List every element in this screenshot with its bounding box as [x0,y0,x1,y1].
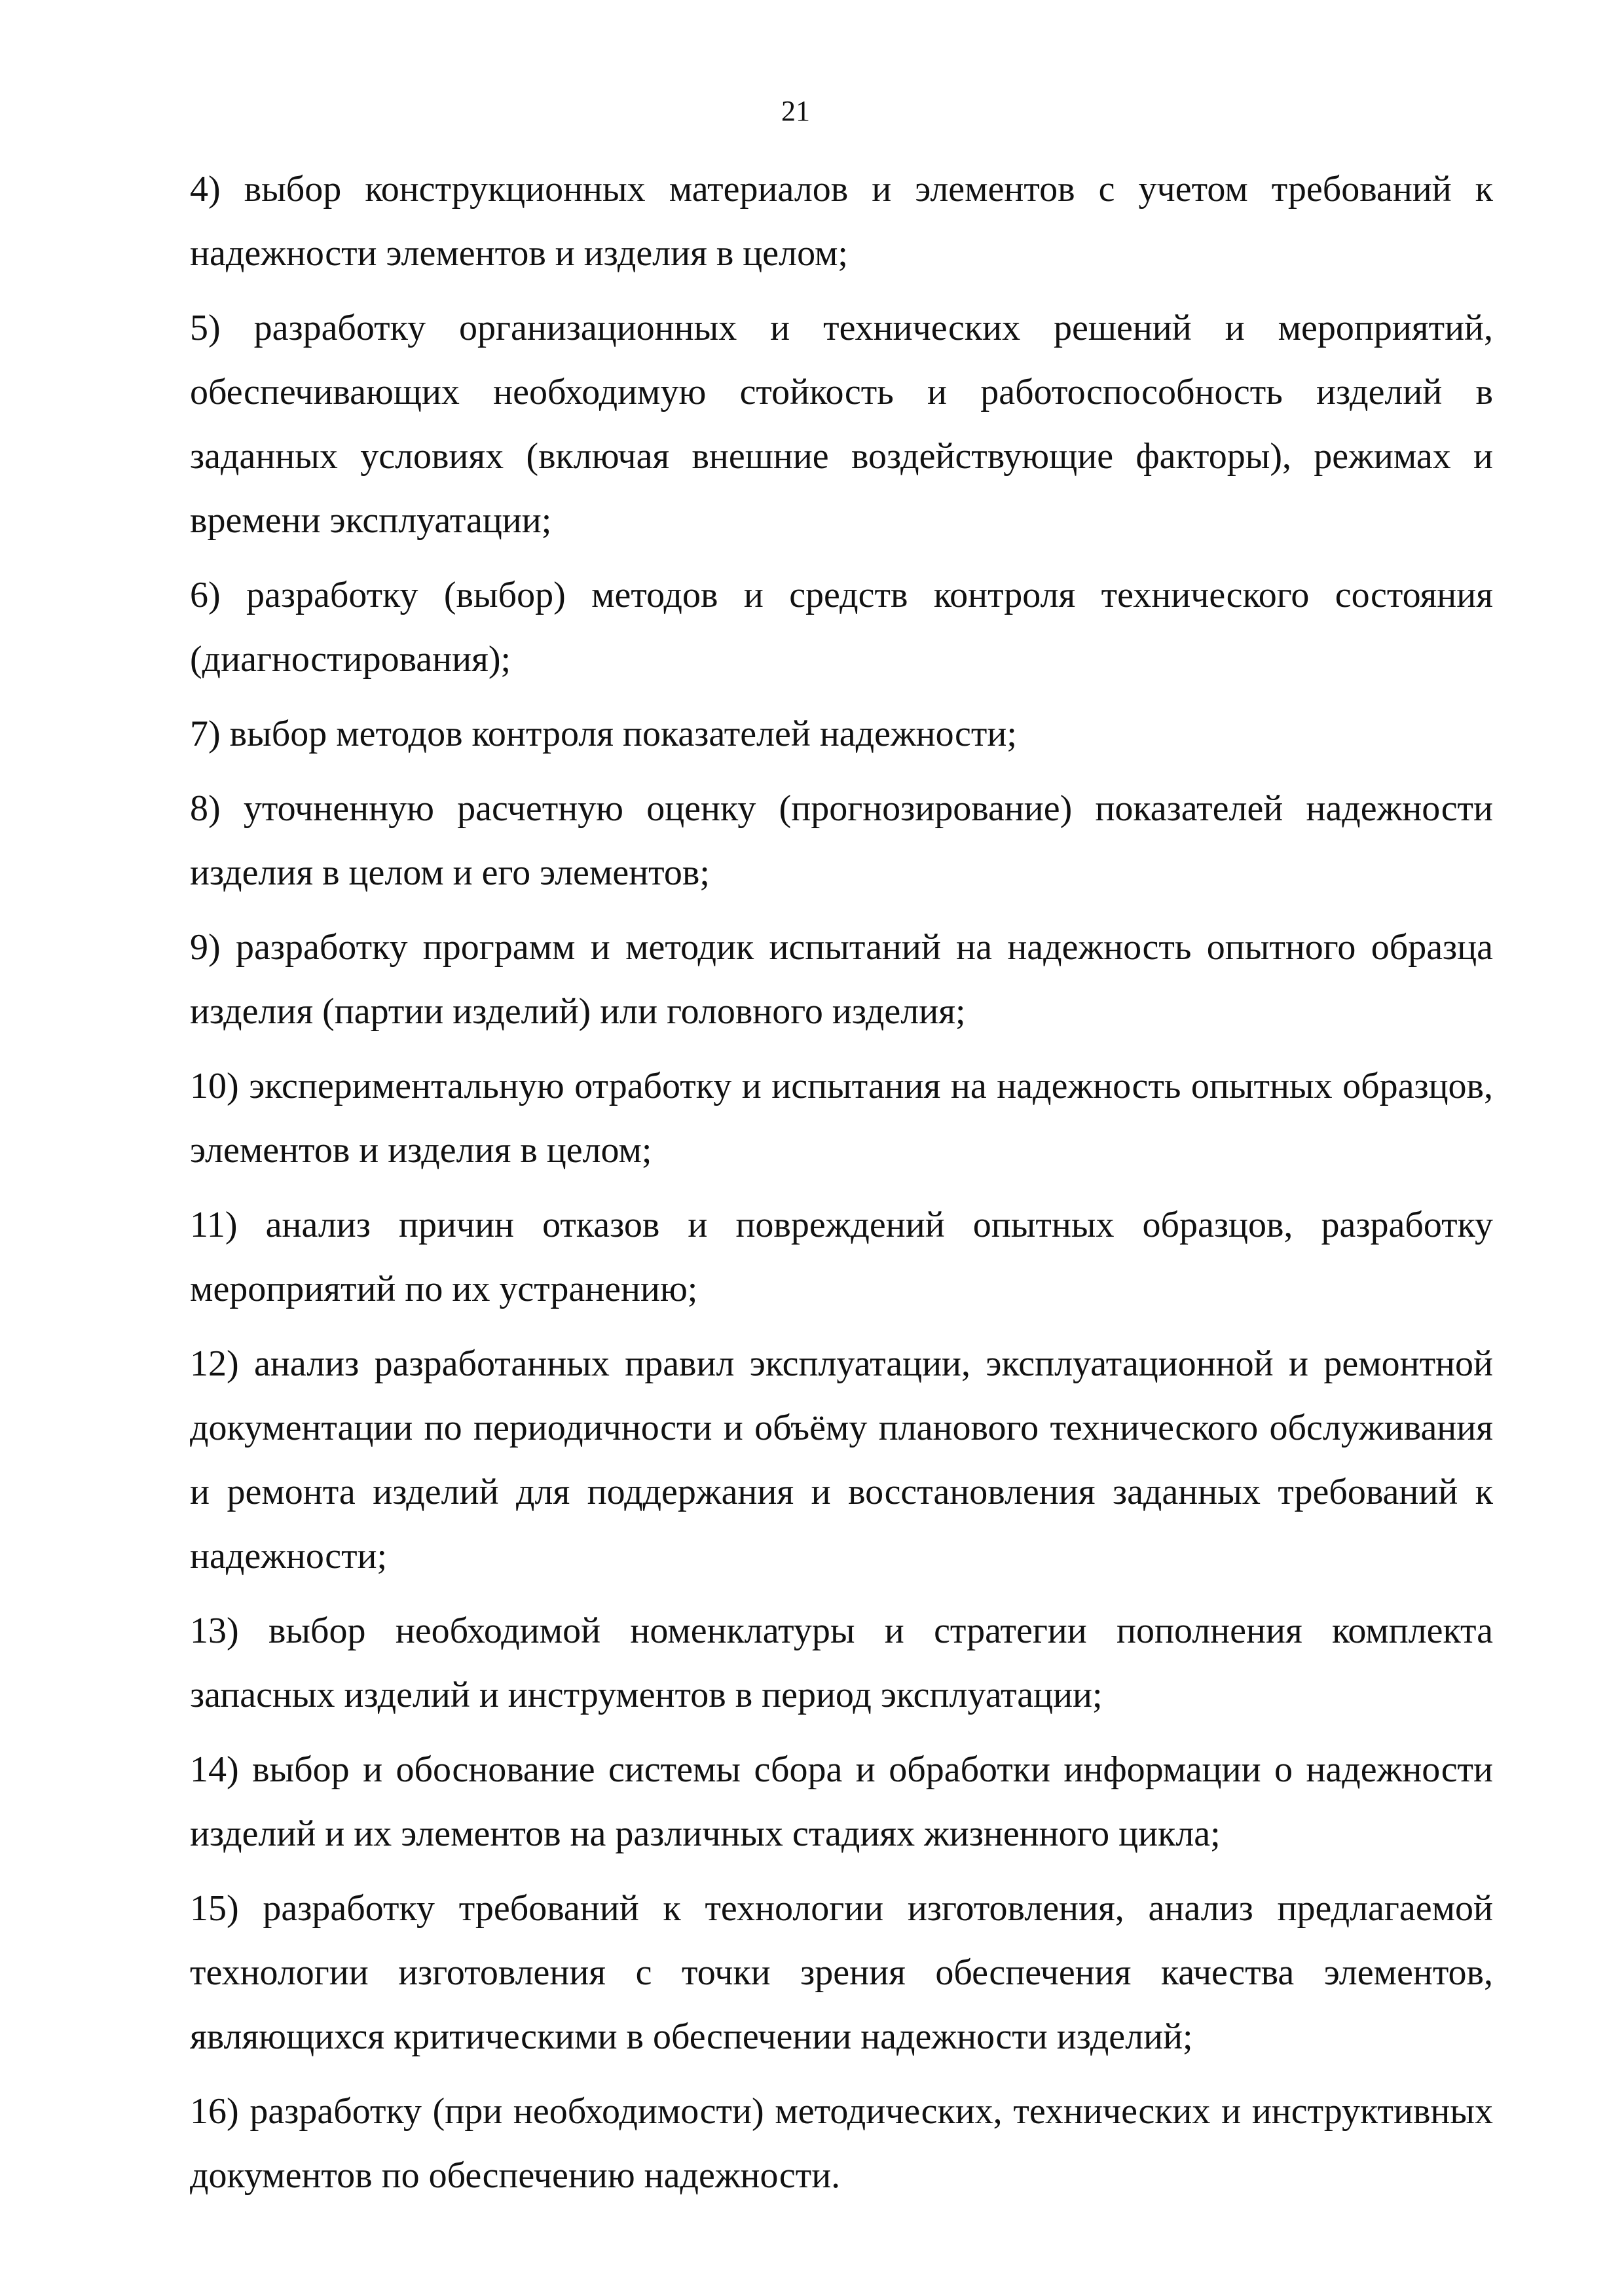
list-item: 4) выбор конструкционных материалов и элементов с учетом требований к надежности элементов и изделия в целом; [190,169,1493,274]
list-item: 14) выбор и обоснование системы сбора и обработки информации о надежности изделий и их элементов на различных стадиях жизненного цикла; [190,1749,1493,1854]
list-item: 8) уточненную расчетную оценку (прогнозирование) показателей надежности изделия в целом и его элементов; [190,788,1493,893]
list-item: 16) разработку (при необходимости) методических, технических и инструктивных документов по обеспечению надежности. [190,2091,1493,2196]
list-item: 9) разработку программ и методик испытаний на надежность опытного образца изделия (партии изделий) или головного изделия; [190,927,1493,1032]
list-item: 12) анализ разработанных правил эксплуатации, эксплуатационной и ремонтной документации по периодичности и объёму планового технического обслуживания и ремонта изделий для поддержания и восстановления заданных требований к надежности; [190,1343,1493,1576]
list-item: 11) анализ причин отказов и повреждений опытных образцов, разработку мероприятий по их устранению; [190,1205,1493,1309]
list-item: 15) разработку требований к технологии изготовления, анализ предлагаемой технологии изготовления с точки зрения обеспечения качества элементов, являющихся критическими в обеспечении надежности изделий; [190,1888,1493,2057]
list-item: 5) разработку организационных и технических решений и мероприятий, обеспечивающих необходимую стойкость и работоспособность изделий в заданных условиях (включая внешние воздействующие факторы), режимах и времени эксплуатации; [190,308,1493,541]
list-item: 10) экспериментальную отработку и испытания на надежность опытных образцов, элементов и изделия в целом; [190,1066,1493,1171]
document-body [190,157,1493,2218]
list-item: 13) выбор необходимой номенклатуры и стратегии пополнения комплекта запасных изделий и инструментов в период эксплуатации; [190,1611,1493,1715]
list-item: 7) выбор методов контроля показателей надежности; [190,714,1017,754]
page-number: 21 [781,95,810,127]
list-item: 6) разработку (выбор) методов и средств контроля технического состояния (диагностирования); [190,575,1493,680]
